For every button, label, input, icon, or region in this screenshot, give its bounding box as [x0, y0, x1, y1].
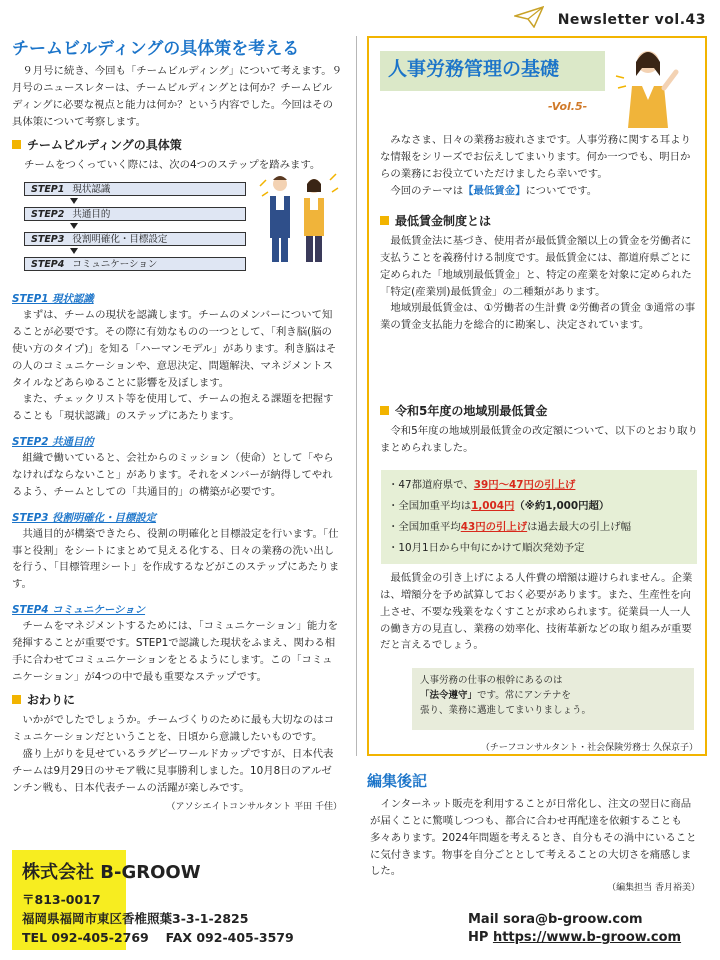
company-address: 福岡県福岡市東区香椎照葉3-3-1-2825	[22, 911, 249, 926]
min-wage-system-body2: 地域別最低賃金は、①労働者の生計費 ②労働者の賃金 ③通常の事業の賃金支払能力を総合的に勘案し、決定されています。	[380, 302, 696, 332]
section-heading-measures: チームビルディングの具体策	[12, 136, 342, 153]
step3-heading: STEP3 役割明確化・目標設定	[12, 511, 157, 524]
business-people-illustration	[258, 166, 340, 266]
step2-body: 組織で働いていると、会社からのミッション（使命）として「やらなければならないこと」があります。それをメンバーが納得してやれるよう、チームとしての「共通目的」の構築が必要です。	[12, 452, 334, 498]
min-wage-system-block	[380, 212, 698, 334]
arrow-down-icon	[70, 248, 78, 254]
square-bullet-icon	[12, 695, 21, 704]
column-divider	[356, 36, 357, 756]
min-wage-system-body: 最低賃金法に基づき、使用者が最低賃金額以上の賃金を労働者に支払うことを義務付ける制度です。最低賃金には、都道府県ごとに定められた「地域別最低賃金」と、特定の産業を対象に定められた「特定(産業別)最低賃金」の二種類があります。	[380, 235, 692, 298]
newsletter-volume: Newsletter vol.43	[557, 12, 706, 28]
step3-body: 共通目的が構築できたら、役割の明確化と目標設定を行います。「仕事と役割」をシートにまとめて見える化する、日々の業務の洗い出しを行う、「目標管理シート」を作成するなどがこのステップにあたります。	[12, 527, 340, 591]
arrow-down-icon	[70, 198, 78, 204]
step-box-4: STEP4 コミュニケーション	[24, 257, 246, 271]
square-bullet-icon	[12, 140, 21, 149]
hr-signature: （チーフコンサルタント・社会保険労務士 久保京子）	[480, 743, 698, 753]
left-signature: （アソシエイトコンサルタント 平田 千佳）	[166, 801, 342, 812]
homepage-link[interactable]: https://www.b-groow.com	[492, 930, 682, 945]
step-box-2: STEP2 共通目的	[24, 207, 246, 221]
company-name: 株式会社 B-GROOW	[22, 862, 201, 883]
step4-body: チームをマネジメントするためには、「コミュニケーション」能力を発揮することが重要です。STEP1で認識した現状をふまえ、関わる相手に合わせてコミュニケーションをとるようにします。この「コミュニケーション」が4つの中で最も重要なステップです。	[12, 620, 339, 683]
summary-line-2: ・全国加重平均は1,004円（※約1,000円超）	[388, 500, 610, 512]
contact-mail[interactable]: Mail sora@b-groow.com	[468, 912, 643, 927]
article-title: チームビルディングの具体策を考える	[12, 39, 300, 59]
section-heading-min-wage-system: 最低賃金制度とは	[380, 212, 698, 229]
step1-body: まずは、チームの現状を認識します。チームのメンバーについて知ることが必要です。その際に有効なものの一つとして、「利き脳(脳の使い方のタイプ)」を知る「ハーマンモデル」があります。利き脳はその人のコミュニケーションや、意思決定、問題解決、マネジメントスタイルなどあらゆることに影響を及ぼします。 また、チェックリスト等を使用して、チームの抱える課題を把握することも「現状認識」のステップにあたります。	[12, 309, 337, 423]
reiwa5-body: 令和5年度の地域別最低賃金の改定額について、以下のとおり取りまとめられました。	[380, 425, 698, 454]
step-diagram	[12, 182, 342, 278]
step4-heading: STEP4 コミュニケーション	[12, 604, 146, 617]
steps-intro: チームをつくっていく際には、次の4つのステップを踏みます。	[24, 159, 321, 172]
square-bullet-icon	[380, 216, 389, 225]
company-zip: 〒813-0017	[22, 892, 101, 907]
paper-plane-icon	[514, 6, 544, 28]
businesswoman-illustration	[614, 42, 684, 128]
hr-intro-block	[380, 132, 698, 199]
article-intro: ９月号に続き、今回も「チームビルディング」について考えます。９月号のニュースレターは、チームビルディングとは何か？チームビルディングに必要な視点と能力は何か？という内容でした。今回はその具体策について考察します。	[12, 65, 343, 128]
contact-hp[interactable]: HP https://www.b-groow.com	[468, 930, 682, 945]
hr-intro: みなさま、日々の業務お疲れさまです。人事労務に関する耳よりな情報をシリーズでお伝えしてまいります。何か一つでも、明日からの業務にお役立ていただけましたら幸いです。	[380, 134, 691, 180]
step2-heading: STEP2 共通目的	[12, 436, 94, 449]
step-box-1: STEP1 現状認識	[24, 182, 246, 196]
section-heading-closing: おわりに	[12, 691, 342, 708]
reiwa5-block	[380, 402, 698, 457]
closing-body: いかがでしたでしょうか。チームづくりのために最も大切なのはコミュニケーションだということを、日頃から意識したいものです。 盛り上がりを見せているラグビーワールドカップですが、日本代表チームは9月29日のサモア戦に見事勝利しました。10月8日のアルゼンチン戦も、日本代表チームの活躍が楽しみです。	[12, 714, 335, 794]
closing-quote: 人事労務の仕事の根幹にあるのは 「法令遵守」です。常にアンテナを 張り、業務に邁進してまいりましょう。	[420, 675, 592, 717]
hr-theme: 今回のテーマは【最低賃金】についてです。	[380, 184, 598, 197]
section-heading-reiwa5: 令和5年度の地域別最低賃金	[380, 402, 698, 419]
editor-note-title: 編集後記	[367, 772, 428, 790]
step-box-3: STEP3 役割明確化・目標設定	[24, 232, 246, 246]
wage-impact-block	[380, 570, 698, 654]
arrow-down-icon	[70, 223, 78, 229]
editor-signature: （編集担当 香月裕美）	[607, 883, 700, 893]
editor-note-block	[370, 796, 700, 880]
summary-line-4: ・10月1日から中旬にかけて順次発効予定	[388, 542, 585, 554]
step1-heading: STEP1 現状認識	[12, 293, 94, 306]
company-tel-fax: TEL 092-405-2769 FAX 092-405-3579	[22, 930, 294, 945]
square-bullet-icon	[380, 406, 389, 415]
wage-impact-body: 最低賃金の引き上げによる人件費の増額は避けられません。企業は、増額分を予め試算しておく必要があります。また、生産性を向上させ、不要な残業をなくすことが求められます。従業員一人一人の働き方の見直し、業務の効率化、技術革新などの取り組みが重要だと言えるでしょう。	[380, 572, 693, 652]
hr-title: 人事労務管理の基礎	[388, 58, 560, 80]
left-column	[12, 34, 342, 812]
summary-line-3: ・全国加重平均43円の引上げは過去最大の引上げ幅	[388, 521, 632, 533]
hr-volume: -Vol.5-	[548, 100, 588, 113]
summary-line-1: ・47都道府県で、39円～47円の引上げ	[388, 479, 576, 491]
editor-note-body: インターネット販売を利用することが日常化し、注文の翌日に商品が届くことに驚嘆しつつも、都合に合わせ再配達を依頼することも多々あります。2024年問題を考えるとき、自分もその渦中にいることに気付きます。物事を自分ごととして考えることの大切さを痛感しました。	[370, 798, 697, 878]
